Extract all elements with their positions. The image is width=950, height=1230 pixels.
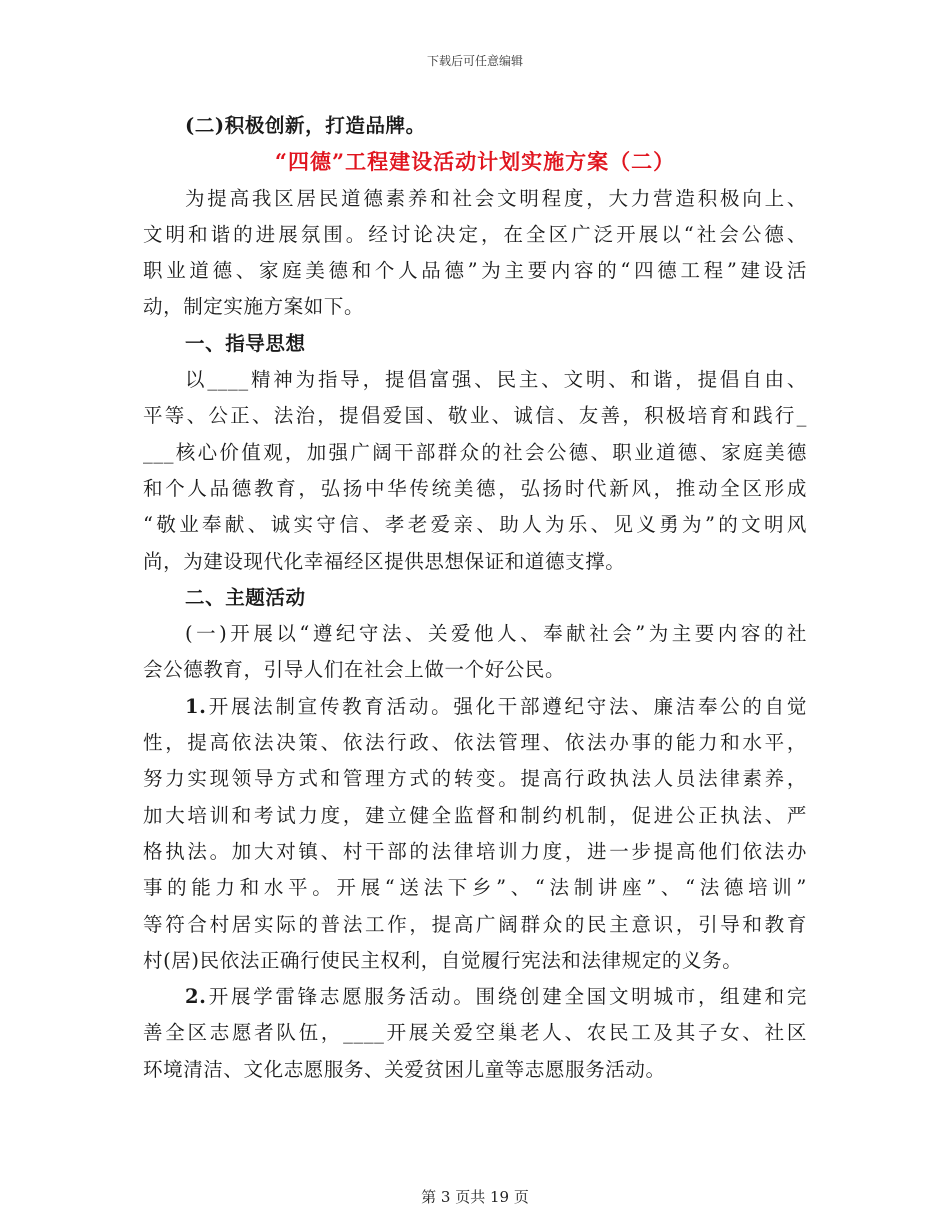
item2-line: 善全区志愿者队伍，____开展关爱空巢老人、农民工及其子女、社区 — [143, 1021, 807, 1045]
item1-text: 开展法制宣传教育活动。强化干部遵纪守法、廉洁奉公的自觉 — [206, 694, 807, 718]
section-heading-prev: (二)积极创新，打造品牌。 — [185, 114, 426, 137]
page-header: 下载后可任意编辑 — [426, 54, 523, 68]
section2-heading: 二、主题活动 — [185, 585, 306, 609]
item1-line: 性，提高依法决策、依法行政、依法管理、依法办事的能力和水平， — [143, 731, 807, 755]
item2-first-line — [143, 979, 807, 1015]
document-body — [143, 108, 807, 1088]
page-footer: 第 3 页共 19 页 — [421, 1188, 529, 1206]
section1-line: 尚，为建设现代化幸福经区提供思想保证和道德支撑。 — [143, 549, 626, 573]
section1-line: “敬业奉献、诚实守信、孝老爱亲、助人为乐、见义勇为”的文明风 — [143, 513, 807, 537]
sub1-line: (一)开展以“遵纪守法、关爱他人、奉献社会”为主要内容的社 — [185, 622, 807, 646]
item1-line: 等符合村居实际的普法工作，提高广阔群众的民主意识，引导和教育 — [143, 912, 807, 936]
intro-line: 动，制定实施方案如下。 — [143, 295, 365, 319]
item1-line: 事的能力和水平。开展“送法下乡”、“法制讲座”、“法德培训” — [143, 876, 807, 900]
section1-line: 平等、公正、法治，提倡爱国、敬业、诚信、友善，积极培育和践行_ — [143, 404, 807, 428]
item1-line: 村(居)民依法正确行使民主权利，自觉履行宪法和法律规定的义务。 — [143, 948, 743, 972]
intro-line: 职业道德、家庭美德和个人品德”为主要内容的“四德工程”建设活 — [143, 259, 807, 283]
document-title: “四德”工程建设活动计划实施方案（二） — [274, 149, 676, 175]
item2-text: 开展学雷锋志愿服务活动。围绕创建全国文明城市，组建和完 — [206, 985, 807, 1009]
intro-line: 为提高我区居民道德素养和社会文明程度，大力营造积极向上、 — [185, 186, 807, 210]
intro-line: 文明和谐的进展氛围。经讨论决定，在全区广泛开展以“社会公德、 — [143, 222, 807, 246]
item1-line: 努力实现领导方式和管理方式的转变。提高行政执法人员法律素养， — [143, 767, 807, 791]
section1-line: ___核心价值观，加强广阔干部群众的社会公德、职业道德、家庭美德 — [143, 440, 807, 464]
sub1-line: 会公德教育，引导人们在社会上做一个好公民。 — [143, 658, 566, 682]
section1-line: 和个人品德教育，弘扬中华传统美德，弘扬时代新风，推动全区形成 — [143, 476, 807, 500]
item1-line: 格执法。加大对镇、村干部的法律培训力度，进一步提高他们依法办 — [143, 839, 807, 863]
item2-number: 2. — [185, 985, 207, 1009]
item1-line: 加大培训和考试力度，建立健全监督和制约机制，促进公正执法、严 — [143, 803, 807, 827]
section1-heading: 一、指导思想 — [185, 331, 306, 355]
item1-first-line — [143, 689, 807, 725]
section1-line: 以____精神为指导，提倡富强、民主、文明、和谐，提倡自由、 — [185, 368, 807, 392]
item2-line: 环境清洁、文化志愿服务、关爱贫困儿童等志愿服务活动。 — [143, 1057, 666, 1081]
item1-number: 1. — [185, 694, 207, 718]
